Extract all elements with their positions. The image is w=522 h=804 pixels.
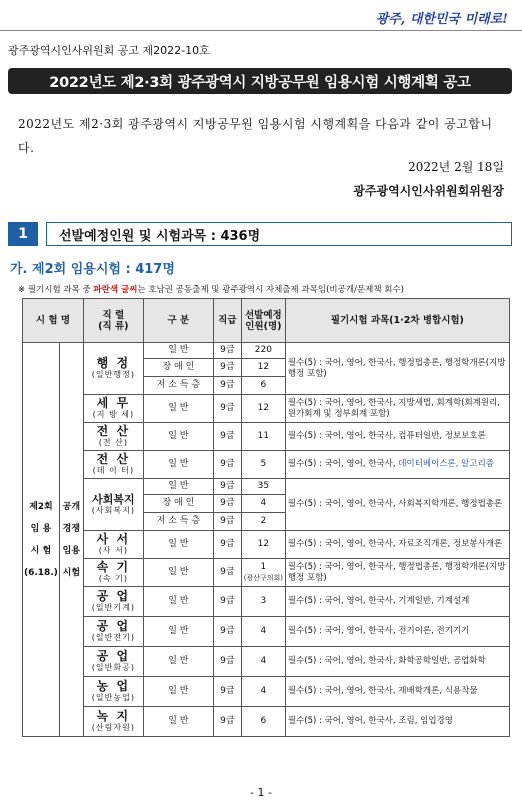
job-cell: 행 정 (일반행정): [83, 343, 143, 395]
table-row: 장 애 인 9급 4: [23, 495, 510, 513]
note-highlight: 파란색 글씨: [93, 285, 138, 295]
subjects-cell: 필수(5) : 국어, 영어, 한국사, 지방세법, 회계학(회계원리, 원가회계 및 정부회계 포함): [285, 395, 509, 423]
note-prefix: ※ 필기시험 과목 중: [18, 285, 94, 295]
header-subjects: 필기시험 과목(1·2차 병합시험): [285, 299, 509, 343]
document-title: 2022년도 제2·3회 광주광역시 지방공무원 임용시험 시행계획 공고: [8, 68, 512, 94]
table-row: 속 기 (속 기) 일 반 9급 1 (광산구의회) 필수(5) : 국어, 영어, 한국사, 행정법총론, 행정학개론(지방행정 포함): [23, 559, 510, 587]
table-row: 농 업 (일반농업) 일 반 9급 4 필수(5) : 국어, 영어, 한국사, 재배학개론, 식용작물: [23, 677, 510, 707]
table-row: 공 업 (일반전기) 일 반 9급 4 필수(5) : 국어, 영어, 한국사, 전기이론, 전기기기: [23, 617, 510, 647]
subjects-cell: 필수(5) : 국어, 영어, 한국사, 전기이론, 전기기기: [285, 617, 509, 647]
job-cell: 세 무 (지 방 세): [83, 395, 143, 423]
header-job: 직 렬 (직 류): [83, 299, 143, 343]
subjects-cell: 필수(5) : 국어, 영어, 한국사, 기계일반, 기계설계: [285, 587, 509, 617]
job-cell: 공 업 (일반전기): [83, 617, 143, 647]
subjects-cell: 필수(5) : 국어, 영어, 한국사, 화학공학일반, 공업화학: [285, 647, 509, 677]
section-title: 선발예정인원 및 시험과목 : 436명: [46, 222, 512, 246]
exam-type-cell: 공개 경쟁 임용 시험: [59, 343, 83, 737]
table-row: 공 업 (일반기계) 일 반 9급 3 필수(5) : 국어, 영어, 한국사, 기계일반, 기계설계: [23, 587, 510, 617]
table-header-row: [23, 299, 510, 343]
header-exam: 시 험 명: [23, 299, 84, 343]
job-cell: 공 업 (일반화공): [83, 647, 143, 677]
job-cell: 전 산 (데 이 터): [83, 451, 143, 479]
job-cell: 녹 지 (산림자원): [83, 707, 143, 737]
header-count: 선발예정인원(명): [241, 299, 285, 343]
page-number: - 1 -: [250, 786, 272, 799]
table-row: 전 산 (데 이 터) 일 반 9급 5 필수(5) : 국어, 영어, 한국사, 데이터베이스론, 알고리즘: [23, 451, 510, 479]
note-suffix: 는 호남권 공동출제 및 광주광역시 자체출제 과목임(비공개/문제책 회수): [137, 285, 404, 295]
table-row: 세 무 (지 방 세) 일 반 9급 12 필수(5) : 국어, 영어, 한국사, 지방세법, 회계학(회계원리, 원가회계 및 정부회계 포함): [23, 395, 510, 423]
subsection-title: 가. 제2회 임용시험 : 417명: [10, 262, 175, 277]
table-row: 사 서 (사 서) 일 반 9급 12 필수(5) : 국어, 영어, 한국사, 자료조직개론, 정보봉사개론: [23, 531, 510, 559]
job-cell: 속 기 (속 기): [83, 559, 143, 587]
job-cell: 농 업 (일반농업): [83, 677, 143, 707]
notice-number: 광주광역시인사위원회 공고 제2022-10호: [8, 44, 210, 57]
header-grade: 직급: [213, 299, 241, 343]
header-class: 구 분: [143, 299, 213, 343]
header-divider: [0, 30, 522, 31]
subjects-cell: 필수(5) : 국어, 영어, 한국사, 자료조직개론, 정보봉사개론: [285, 531, 509, 559]
table-row: 저 소 득 층 9급 6: [23, 377, 510, 395]
body-text: 2022년도 제2·3회 광주광역시 지방공무원 임용시험 시행계획을 다음과 같이 공고합니다.: [18, 117, 493, 155]
job-cell: 전 산 (전 산): [83, 423, 143, 451]
table-row: 장 애 인 9급 12: [23, 359, 510, 377]
job-cell: 공 업 (일반기계): [83, 587, 143, 617]
section-number: 1: [8, 222, 38, 246]
section-header: [8, 222, 512, 246]
table-row: 사회복지 (사회복지) 일 반 9급 35 필수(5) : 국어, 영어, 한국사, 사회복지학개론, 행정법총론: [23, 479, 510, 495]
table-row: 녹 지 (산림자원) 일 반 9급 6 필수(5) : 국어, 영어, 한국사, 조림, 임업경영: [23, 707, 510, 737]
note: [18, 283, 404, 295]
table-row: 공 업 (일반화공) 일 반 9급 4 필수(5) : 국어, 영어, 한국사, 화학공학일반, 공업화학: [23, 647, 510, 677]
subjects-cell: 필수(5) : 국어, 영어, 한국사, 데이터베이스론, 알고리즘: [285, 451, 509, 479]
subjects-cell: 필수(5) : 국어, 영어, 한국사, 사회복지학개론, 행정법총론: [285, 479, 509, 531]
recruitment-table: [22, 298, 510, 737]
subjects-cell: 필수(5) : 국어, 영어, 한국사, 컴퓨터일반, 정보보호론: [285, 423, 509, 451]
notice-date: 2022년 2월 18일: [408, 160, 504, 174]
job-cell: 사 서 (사 서): [83, 531, 143, 559]
subjects-cell: 필수(5) : 국어, 영어, 한국사, 조림, 임업경영: [285, 707, 509, 737]
table-row: 전 산 (전 산) 일 반 9급 11 필수(5) : 국어, 영어, 한국사, 컴퓨터일반, 정보보호론: [23, 423, 510, 451]
subjects-cell: 필수(5) : 국어, 영어, 한국사, 재배학개론, 식용작물: [285, 677, 509, 707]
city-slogan: 광주, 대한민국 미래로!: [375, 12, 508, 27]
table-row: 제2회 임 용 시 험 (6.18.) 공개 경쟁 임용 시험 행 정 (일반행정) 일 반 9급 220 필수(5) : 국어, 영어, 한국사, 행정법총론, 행정학개론(지방행정 포함): [23, 343, 510, 359]
exam-name-cell: 제2회 임 용 시 험 (6.18.): [23, 343, 60, 737]
blue-subjects: 데이터베이스론, 알고리즘: [398, 459, 495, 469]
job-cell: 사회복지 (사회복지): [83, 479, 143, 531]
table-row: 저 소 득 층 9급 2: [23, 513, 510, 531]
subjects-cell: 필수(5) : 국어, 영어, 한국사, 행정법총론, 행정학개론(지방행정 포함): [285, 559, 509, 587]
signer: 광주광역시인사위원회위원장: [353, 184, 504, 198]
subjects-cell: 필수(5) : 국어, 영어, 한국사, 행정법총론, 행정학개론(지방행정 포함): [285, 343, 509, 395]
